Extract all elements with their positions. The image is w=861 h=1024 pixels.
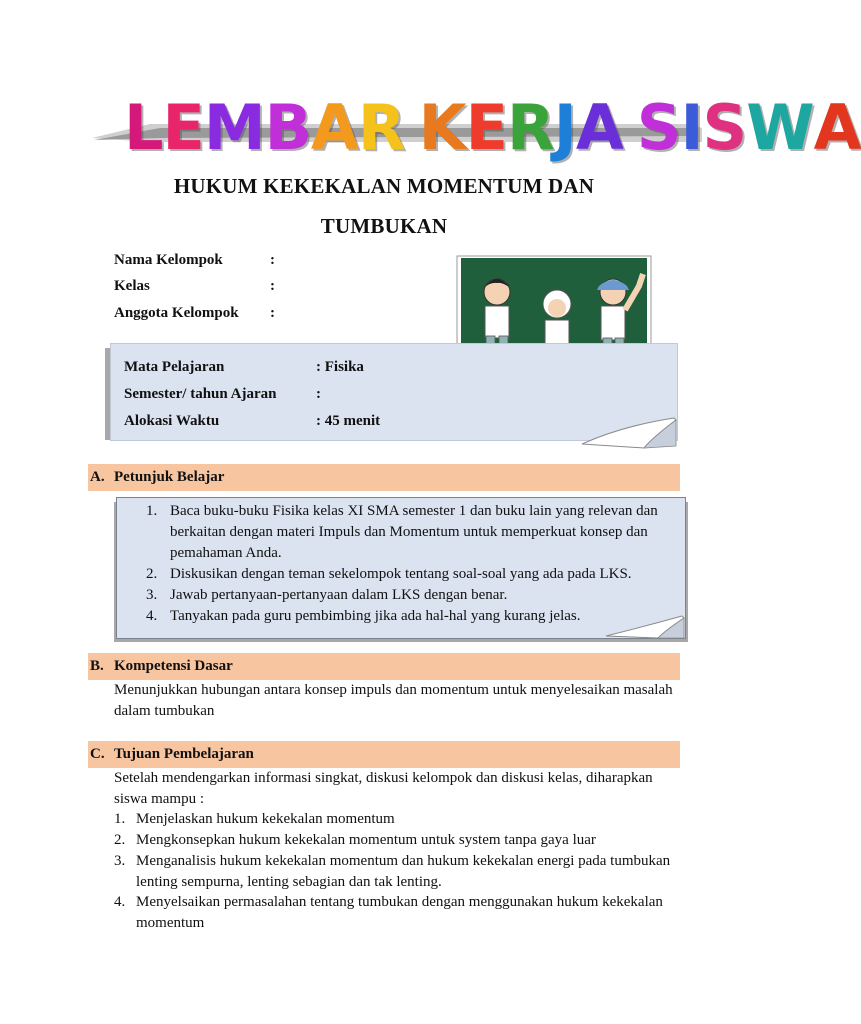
section-b-letter: B. [90, 658, 104, 674]
objectives-intro-line: siswa mampu : [114, 791, 204, 807]
competency-text-line: dalam tumbukan [114, 703, 215, 719]
banner-letter: R [357, 91, 405, 164]
objective-number: 4. [114, 894, 126, 910]
instruction-text-line: Diskusikan dengan teman sekelompok tentang soal-soal yang ada pada LKS. [170, 566, 632, 582]
banner-letter: A [575, 91, 623, 164]
objective-item [114, 892, 678, 934]
objective-text-line: Menganalisis hukum kekekalan momentum dan hukum kekekalan energi pada tumbukan [136, 853, 671, 869]
objective-text-line: momentum [136, 915, 205, 931]
banner-letter: W [746, 91, 814, 164]
class-colon: : [270, 278, 275, 294]
time-allocation-value: : 45 menit [316, 413, 381, 429]
group-name-colon: : [270, 252, 275, 268]
instruction-item [146, 564, 672, 585]
banner-letter: K [418, 91, 466, 164]
instruction-item [146, 585, 672, 606]
banner-space [623, 88, 637, 168]
banner-letter: L [124, 91, 163, 164]
section-c-header [88, 741, 680, 768]
section-a-title: Petunjuk Belajar [114, 469, 225, 485]
instruction-text-line: Tanyakan pada guru pembimbing jika ada hal-hal yang kurang jelas. [170, 608, 581, 624]
banner-letter: S [702, 91, 747, 164]
instruction-item [146, 606, 672, 627]
banner-space [405, 88, 419, 168]
banner-letter: A [310, 91, 358, 164]
instruction-text-line: berkaitan dengan materi Impuls dan Momentum untuk memperkuat konsep dan [170, 524, 648, 540]
instruction-number: 3. [146, 587, 158, 603]
objective-item [114, 830, 678, 851]
banner-letter: R [506, 91, 554, 164]
instruction-text-line: Baca buku-buku Fisika kelas XI SMA semester 1 dan buku lain yang relevan dan [170, 503, 658, 519]
objective-number: 3. [114, 853, 126, 869]
banner-letter: B [264, 91, 311, 164]
group-members-colon: : [270, 305, 275, 321]
objective-number: 2. [114, 832, 126, 848]
group-name-label: Nama Kelompok [114, 252, 223, 268]
banner-letter: M [203, 91, 265, 164]
banner-letter: I [680, 91, 703, 164]
section-a-letter: A. [90, 469, 105, 485]
competency-text-line: Menunjukkan hubungan antara konsep impuls dan momentum untuk menyelesaikan masalah [114, 682, 673, 698]
semester-year-value: : [316, 386, 321, 402]
objectives-intro-line: Setelah mendengarkan informasi singkat, diskusi kelompok dan diskusi kelas, diharapkan [114, 770, 653, 786]
subject-value: : Fisika [316, 359, 364, 375]
worksheet-banner [90, 88, 861, 168]
instruction-item [146, 501, 672, 564]
instruction-number: 2. [146, 566, 158, 582]
instruction-number: 4. [146, 608, 158, 624]
banner-letter: A [813, 91, 861, 164]
instruction-text-line: Jawab pertanyaan-pertanyaan dalam LKS dengan benar. [170, 587, 508, 603]
banner-title [124, 88, 861, 168]
section-b-header [88, 653, 680, 680]
class-label: Kelas [114, 278, 150, 294]
objective-text-line: Menjelaskan hukum kekekalan momentum [136, 811, 395, 827]
banner-letter: E [162, 91, 204, 164]
objective-item [114, 809, 678, 830]
banner-letter: J [553, 91, 576, 164]
objective-item [114, 851, 678, 893]
instruction-number: 1. [146, 503, 158, 519]
semester-year-label: Semester/ tahun Ajaran [124, 386, 277, 402]
instruction-text-line: pemahaman Anda. [170, 545, 282, 561]
info-box-page-curl [582, 416, 678, 450]
document-title-line-1: HUKUM KEKEKALAN MOMENTUM DAN [173, 174, 595, 198]
time-allocation-label: Alokasi Waktu [124, 413, 220, 429]
section-c-title: Tujuan Pembelajaran [114, 746, 254, 762]
objective-number: 1. [114, 811, 126, 827]
section-b-title: Kompetensi Dasar [114, 658, 233, 674]
section-c-letter: C. [90, 746, 105, 762]
banner-letter: E [465, 91, 507, 164]
document-title-line-2: TUMBUKAN [320, 214, 448, 238]
objective-text-line: Menyelsaikan permasalahan tentang tumbukan dengan menggunakan hukum kekekalan [136, 894, 663, 910]
section-a-header [88, 464, 680, 491]
subject-label: Mata Pelajaran [124, 359, 225, 375]
objective-text-line: Mengkonsepkan hukum kekekalan momentum untuk system tanpa gaya luar [136, 832, 596, 848]
group-members-label: Anggota Kelompok [114, 305, 239, 321]
objective-text-line: lenting sempurna, lenting sebagian dan tak lenting. [136, 874, 442, 890]
banner-letter: S [636, 91, 681, 164]
